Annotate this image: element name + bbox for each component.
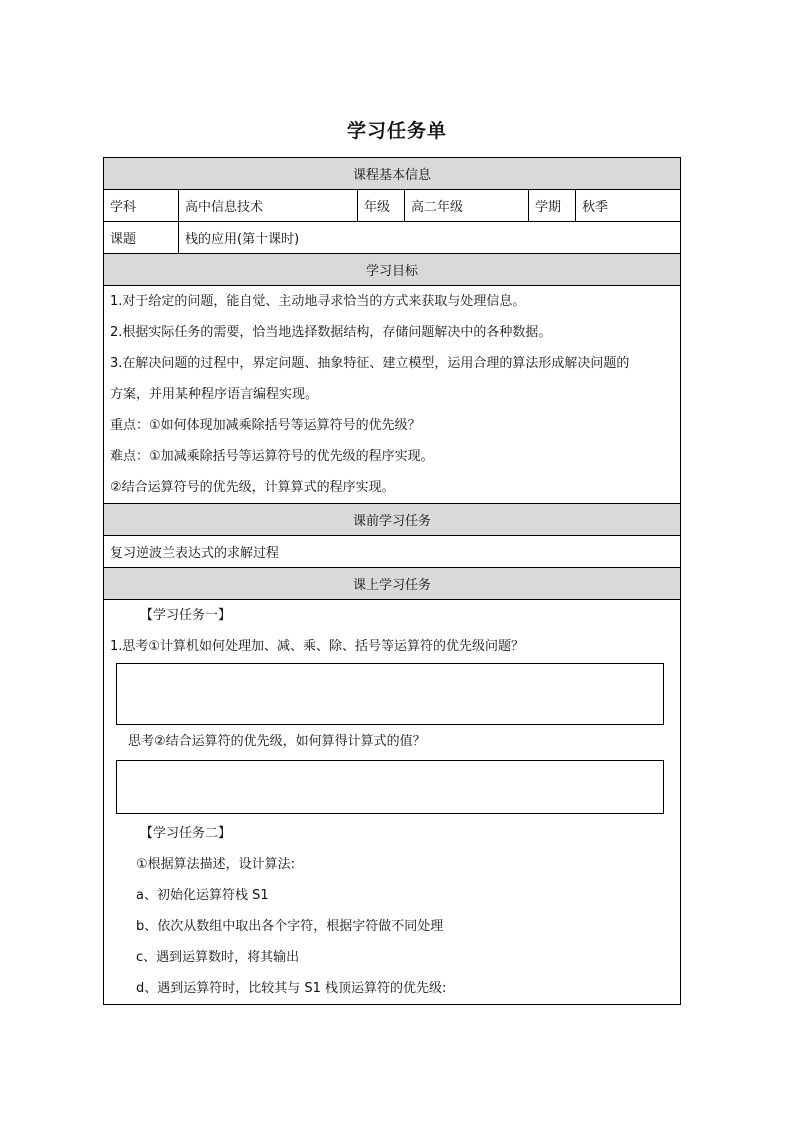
grade-value: 高二年级: [405, 190, 529, 222]
term-value: 秋季: [576, 190, 681, 222]
subject-label: 学科: [104, 190, 179, 222]
task2-heading: 【学习任务二】: [140, 826, 232, 841]
task1-question-2: 思考②结合运算符的优先级，如何算得计算式的值？: [128, 734, 426, 749]
section-in-class: 课上学习任务: [104, 568, 681, 600]
objective-line: 2.根据实际任务的需要，恰当地选择数据结构，存储问题解决中的各种数据。: [110, 325, 552, 340]
objectives-cell: [104, 286, 681, 504]
task1-question-1: 1.思考①计算机如何处理加、减、乘、除、括号等运算符的优先级问题？: [110, 639, 525, 654]
objective-line: 1.对于给定的问题，能自觉、主动地寻求恰当的方式来获取与处理信息。: [110, 294, 526, 309]
algorithm-step: c、遇到运算数时，将其输出: [136, 950, 300, 965]
topic-label: 课题: [104, 222, 179, 254]
algorithm-step: d、遇到运算符时，比较其与 S1 栈顶运算符的优先级:: [136, 981, 447, 996]
key-point: 重点：①如何体现加减乘除括号等运算符号的优先级？: [110, 418, 421, 433]
objective-line: 方案，并用某种程序语言编程实现。: [110, 387, 319, 402]
section-pre-class: 课前学习任务: [104, 504, 681, 536]
difficult-point-2: ②结合运算符号的优先级，计算算式的程序实现。: [110, 480, 395, 495]
section-objectives: 学习目标: [104, 254, 681, 286]
term-label: 学期: [529, 190, 576, 222]
difficult-point: 难点：①加减乘除括号等运算符号的优先级的程序实现。: [110, 449, 434, 464]
algorithm-step: b、依次从数组中取出各个字符，根据字符做不同处理: [136, 919, 444, 934]
answer-box-1[interactable]: [116, 663, 664, 725]
section-basic-info: 课程基本信息: [104, 158, 681, 190]
page-title: 学习任务单: [346, 120, 447, 142]
subject-value: 高中信息技术: [179, 190, 358, 222]
algorithm-step: a、初始化运算符栈 S1: [136, 888, 269, 903]
pre-class-task: 复习逆波兰表达式的求解过程: [104, 536, 681, 568]
answer-box-2[interactable]: [116, 760, 664, 814]
task1-heading: 【学习任务一】: [140, 608, 232, 623]
in-class-cell: [104, 600, 681, 1005]
task-sheet-table: [103, 157, 681, 1005]
task2-intro: ①根据算法描述，设计算法:: [136, 857, 296, 872]
topic-value: 栈的应用(第十课时): [179, 222, 681, 254]
objective-line: 3.在解决问题的过程中，界定问题、抽象特征、建立模型，运用合理的算法形成解决问题的: [110, 356, 630, 371]
grade-label: 年级: [358, 190, 405, 222]
